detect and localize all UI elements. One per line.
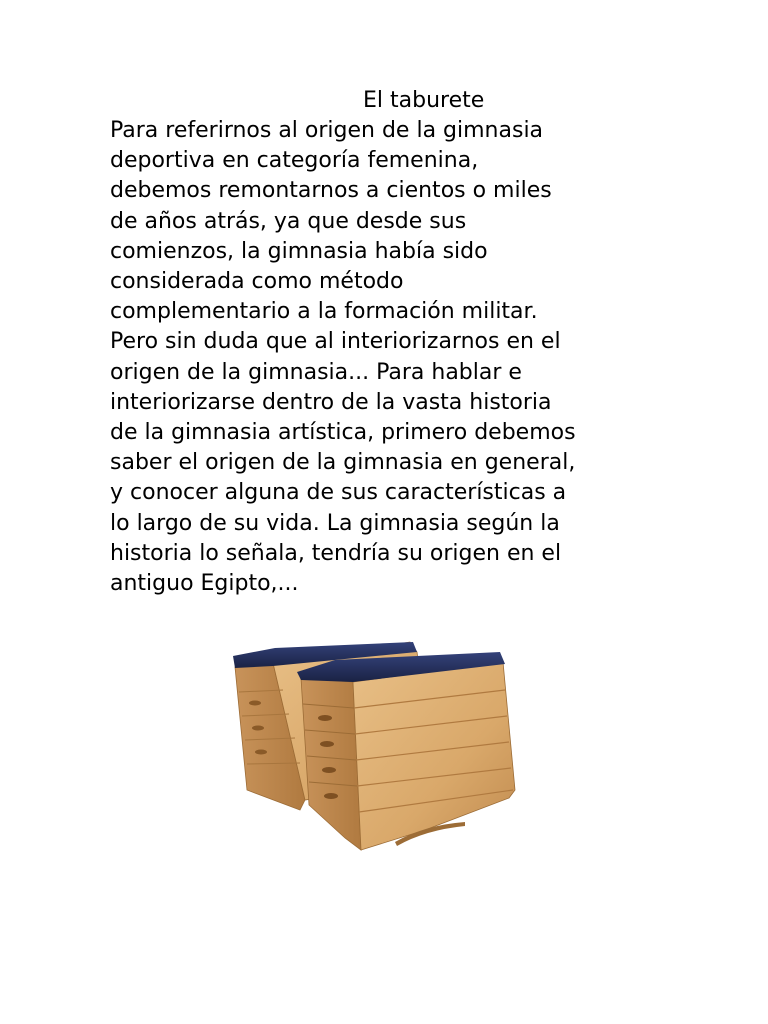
document-body bbox=[110, 116, 670, 599]
body-line: comienzos, la gimnasia había sido bbox=[110, 238, 488, 264]
body-line: interiorizarse dentro de la vasta historia bbox=[110, 389, 552, 415]
body-line: debemos remontarnos a cientos o miles bbox=[110, 178, 552, 204]
front-box bbox=[297, 652, 515, 850]
body-line: antiguo Egipto,... bbox=[110, 571, 299, 597]
body-line: saber el origen de la gimnasia en general, bbox=[110, 450, 576, 476]
vaulting-boxes-image bbox=[225, 630, 525, 860]
body-line: Para referirnos al origen de la gimnasia bbox=[110, 118, 544, 143]
body-line: deportiva en categoría femenina, bbox=[110, 148, 479, 174]
body-line: de años atrás, ya que desde sus bbox=[110, 208, 467, 234]
body-line: Pero sin duda que al interiorizarnos en el bbox=[110, 329, 561, 355]
body-line: complementario a la formación militar. bbox=[110, 299, 538, 325]
body-line: de la gimnasia artística, primero debemos bbox=[110, 420, 576, 446]
body-line: considerada como método bbox=[110, 269, 404, 295]
body-line: lo largo de su vida. La gimnasia según la bbox=[110, 510, 560, 536]
document-title: El taburete bbox=[363, 88, 485, 113]
body-line: y conocer alguna de sus características a bbox=[110, 480, 567, 506]
body-line: historia lo señala, tendría su origen en el bbox=[110, 540, 562, 566]
body-line: origen de la gimnasia... Para hablar e bbox=[110, 359, 522, 385]
